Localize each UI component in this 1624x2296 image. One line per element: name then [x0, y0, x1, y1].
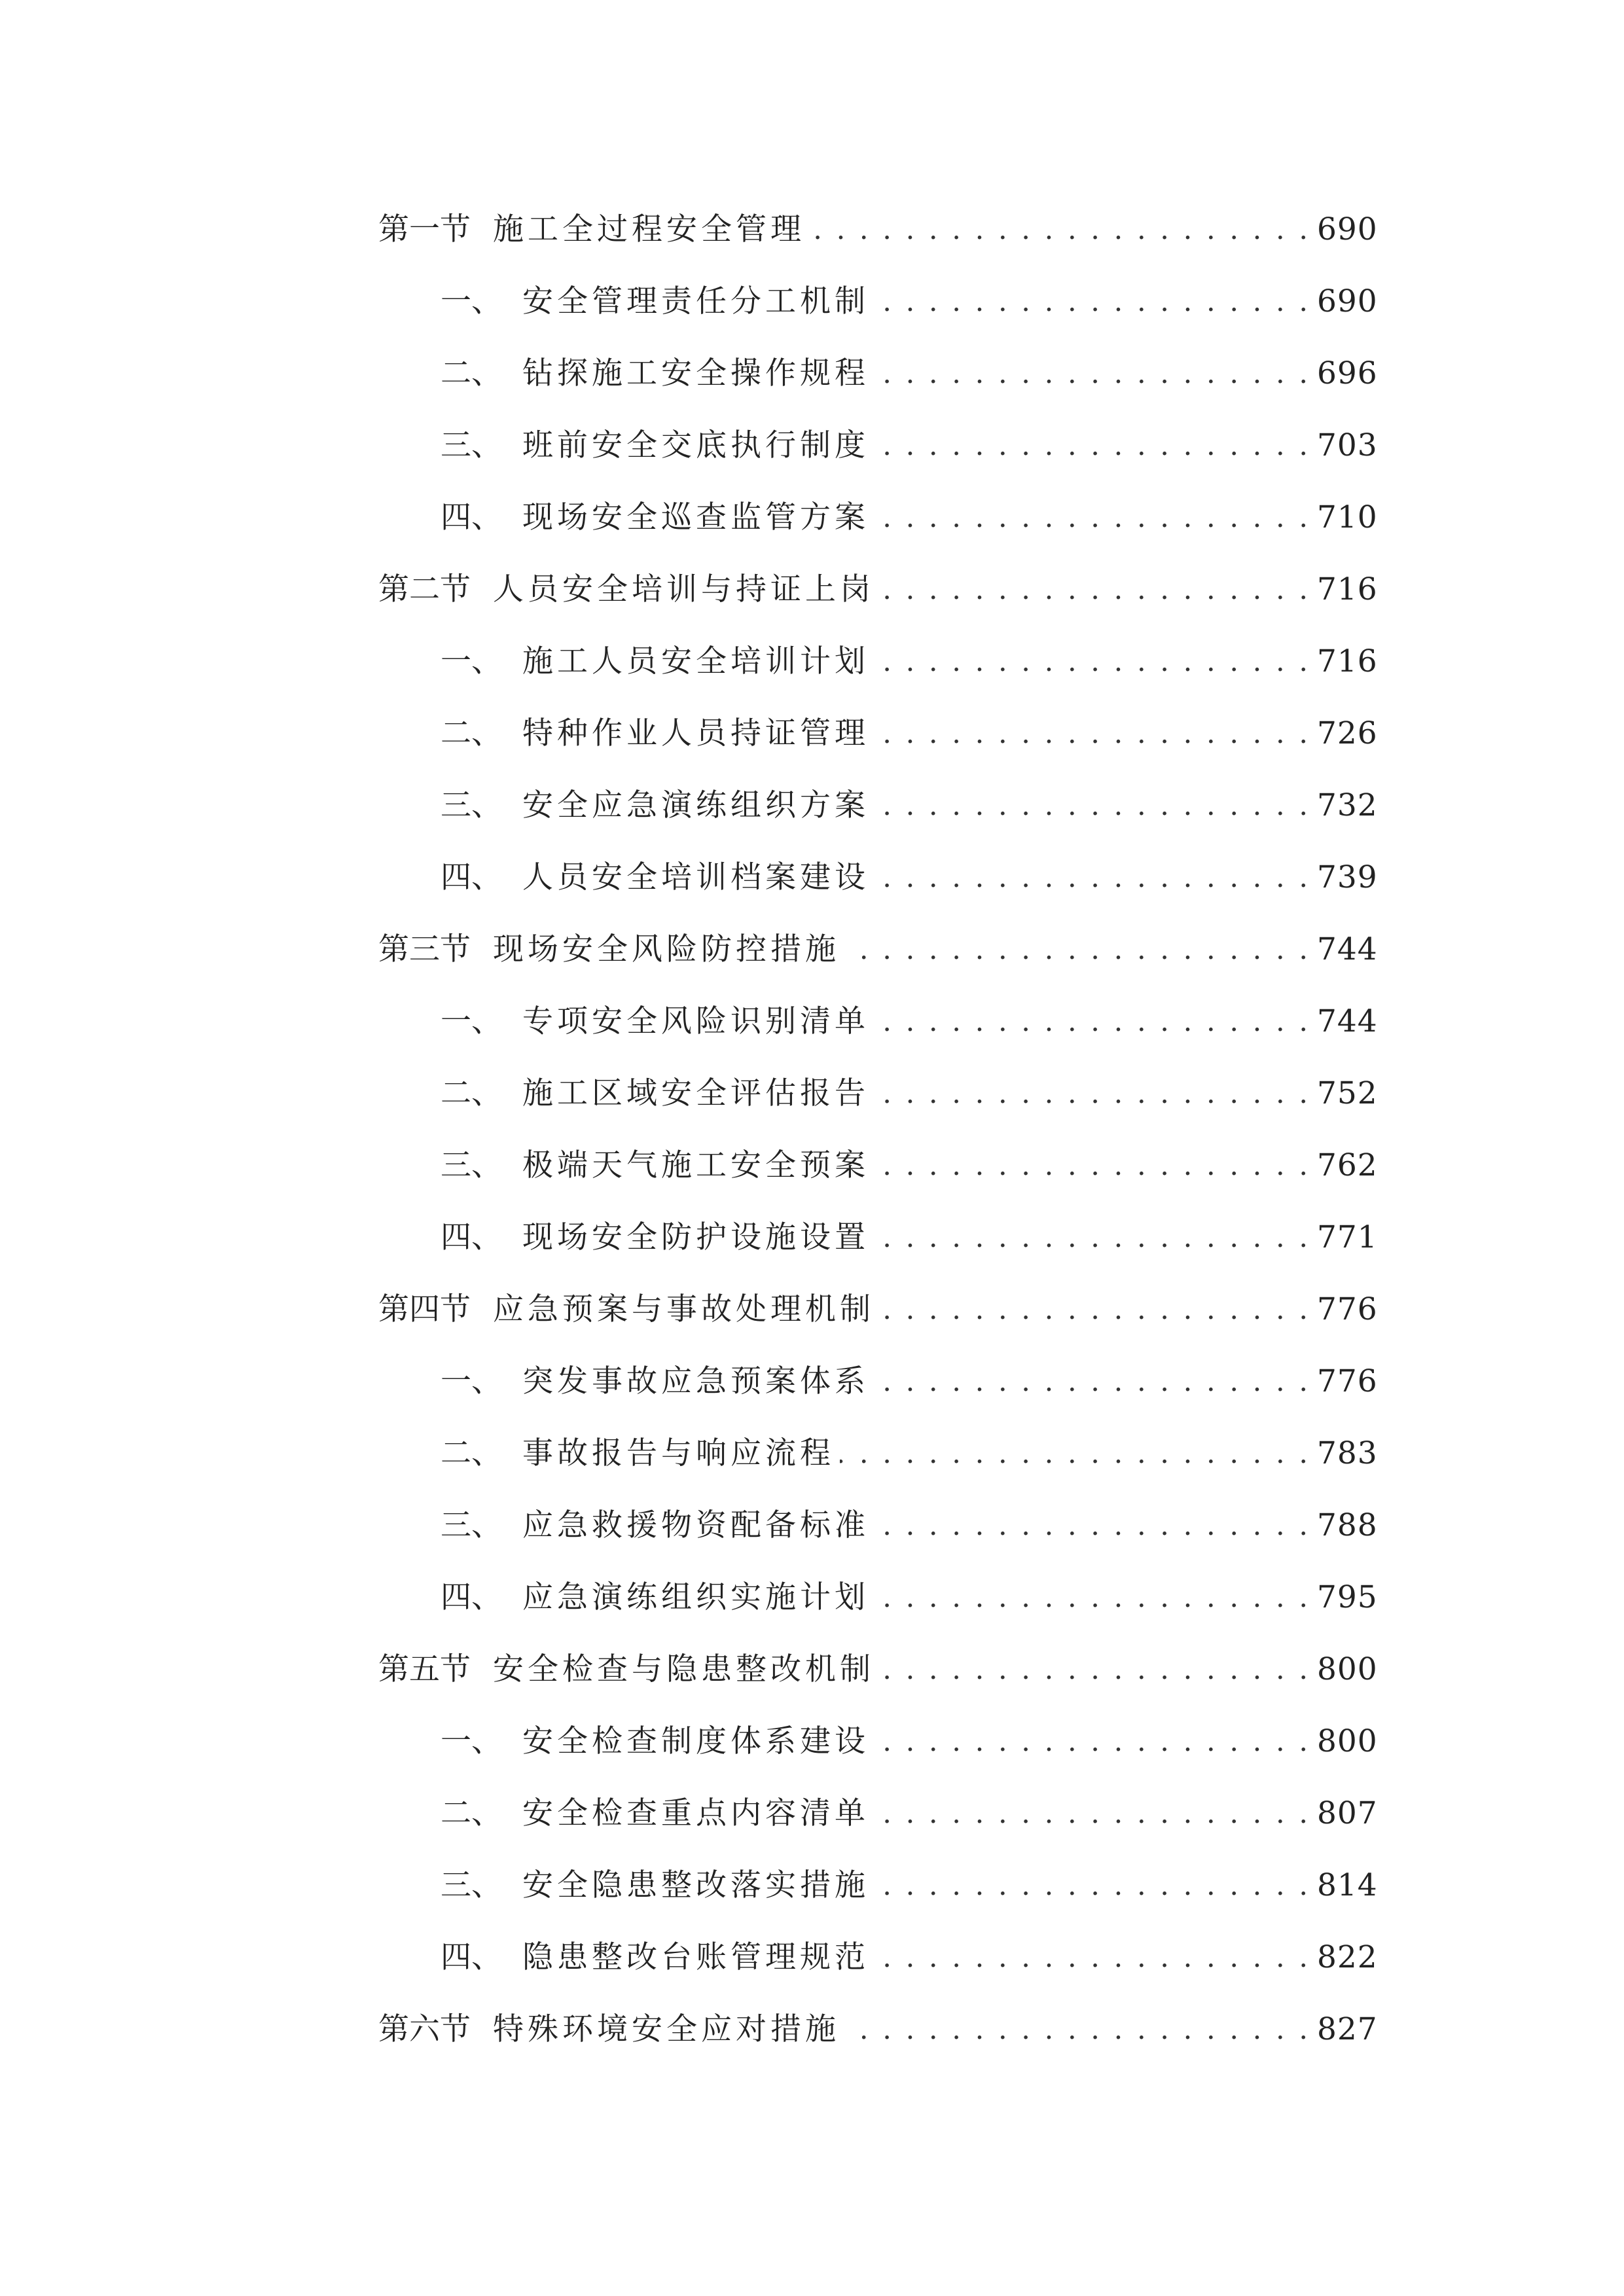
toc-entry-number: 二、 [441, 715, 502, 751]
toc-entry-number: 一、 [441, 643, 502, 679]
dot-leader [845, 930, 1310, 969]
toc-entry-title: 钻探施工安全操作规程 [522, 355, 869, 391]
toc-entry-section[interactable] [378, 1274, 1378, 1346]
toc-entry-page: 814 [1317, 1867, 1378, 1903]
dot-leader [875, 1506, 1310, 1545]
toc-entry-page: 788 [1317, 1507, 1378, 1543]
toc-entry-number: 第五节 [378, 1651, 471, 1687]
toc-entry-number: 三、 [441, 1507, 502, 1543]
toc-entry-number: 三、 [441, 427, 502, 463]
toc-entry-page: 726 [1317, 715, 1378, 751]
toc-entry-title: 施工人员安全培训计划 [522, 643, 869, 679]
toc-entry-subsection[interactable] [378, 698, 1378, 770]
toc-entry-subsection[interactable] [378, 1850, 1378, 1922]
toc-entry-number: 一、 [441, 283, 502, 319]
toc-entry-title: 安全检查与隐患整改机制 [493, 1651, 875, 1687]
toc-entry-number: 二、 [441, 1435, 502, 1471]
toc-entry-title: 现场安全防护设施设置 [522, 1219, 869, 1255]
toc-entry-subsection[interactable] [378, 1202, 1378, 1274]
toc-entry-subsection[interactable] [378, 1130, 1378, 1202]
toc-entry-number: 四、 [441, 1939, 502, 1975]
toc-entry-page: 800 [1317, 1651, 1378, 1687]
toc-entry-page: 696 [1317, 355, 1378, 391]
toc-entry-page: 822 [1317, 1939, 1378, 1975]
dot-leader [845, 2010, 1310, 2049]
toc-entry-subsection[interactable] [378, 1490, 1378, 1562]
toc-entry-subsection[interactable] [378, 626, 1378, 698]
toc-entry-number: 二、 [441, 355, 502, 391]
toc-entry-title: 班前安全交底执行制度 [522, 427, 869, 463]
dot-leader [875, 1218, 1310, 1257]
toc-entry-number: 四、 [441, 1579, 502, 1615]
toc-entry-title: 人员安全培训与持证上岗 [493, 571, 875, 607]
toc-entry-page: 710 [1317, 499, 1378, 535]
toc-entry-page: 703 [1317, 427, 1378, 463]
toc-entry-number: 三、 [441, 787, 502, 823]
toc-entry-number: 三、 [441, 1867, 502, 1903]
dot-leader [875, 1002, 1310, 1041]
toc-entry-page: 744 [1317, 1003, 1378, 1039]
dot-leader [875, 1074, 1310, 1113]
toc-entry-title: 特殊环境安全应对措施 [493, 2011, 840, 2047]
toc-entry-subsection[interactable] [378, 1418, 1378, 1490]
toc-entry-number: 一、 [441, 1723, 502, 1759]
toc-entry-page: 716 [1317, 643, 1378, 679]
toc-entry-number: 二、 [441, 1075, 502, 1111]
toc-entry-page: 800 [1317, 1723, 1378, 1759]
toc-entry-page: 783 [1317, 1435, 1378, 1471]
dot-leader [840, 1434, 1310, 1473]
toc-entry-subsection[interactable] [378, 1778, 1378, 1850]
toc-entry-title: 事故报告与响应流程 [522, 1435, 835, 1471]
dot-leader [880, 1290, 1310, 1329]
toc-entry-number: 二、 [441, 1795, 502, 1831]
toc-entry-number: 第四节 [378, 1291, 471, 1327]
toc-entry-title: 突发事故应急预案体系 [522, 1363, 869, 1399]
toc-entry-number: 四、 [441, 1219, 502, 1255]
toc-entry-page: 690 [1317, 211, 1378, 247]
dot-leader [875, 714, 1310, 753]
toc-entry-title: 安全管理责任分工机制 [522, 283, 869, 319]
toc-entry-number: 四、 [441, 499, 502, 535]
toc-entry-number: 第一节 [378, 211, 471, 247]
toc-entry-title: 隐患整改台账管理规范 [522, 1939, 869, 1975]
toc-entry-number: 第三节 [378, 931, 471, 967]
toc-entry-number: 第二节 [378, 571, 471, 607]
toc-entry-number: 一、 [441, 1363, 502, 1399]
toc-entry-number: 第六节 [378, 2011, 471, 2047]
toc-entry-subsection[interactable] [378, 266, 1378, 338]
toc-entry-page: 752 [1317, 1075, 1378, 1111]
toc-entry-subsection[interactable] [378, 1346, 1378, 1418]
table-of-contents [378, 194, 1378, 2066]
toc-entry-title: 安全检查制度体系建设 [522, 1723, 869, 1759]
toc-entry-title: 现场安全巡查监管方案 [522, 499, 869, 535]
dot-leader [880, 570, 1310, 609]
toc-entry-page: 762 [1317, 1147, 1378, 1183]
toc-entry-section[interactable] [378, 1994, 1378, 2066]
toc-entry-title: 安全检查重点内容清单 [522, 1795, 869, 1831]
toc-entry-title: 应急预案与事故处理机制 [493, 1291, 875, 1327]
toc-entry-title: 现场安全风险防控措施 [493, 931, 840, 967]
toc-entry-title: 安全隐患整改落实措施 [522, 1867, 869, 1903]
toc-entry-title: 应急救援物资配备标准 [522, 1507, 869, 1543]
dot-leader [875, 1866, 1310, 1905]
dot-leader [875, 426, 1310, 465]
dot-leader [875, 1578, 1310, 1617]
toc-entry-section[interactable] [378, 194, 1378, 266]
toc-entry-title: 特种作业人员持证管理 [522, 715, 869, 751]
toc-entry-page: 739 [1317, 859, 1378, 895]
toc-entry-subsection[interactable] [378, 1562, 1378, 1634]
toc-entry-subsection[interactable] [378, 1706, 1378, 1778]
toc-entry-title: 施工区域安全评估报告 [522, 1075, 869, 1111]
dot-leader [875, 858, 1310, 897]
dot-leader [875, 1362, 1310, 1401]
toc-entry-title: 应急演练组织实施计划 [522, 1579, 869, 1615]
toc-entry-title: 安全应急演练组织方案 [522, 787, 869, 823]
toc-entry-subsection[interactable] [378, 842, 1378, 914]
toc-entry-title: 施工全过程安全管理 [493, 211, 805, 247]
toc-entry-section[interactable] [378, 554, 1378, 626]
toc-entry-section[interactable] [378, 1634, 1378, 1706]
toc-entry-subsection[interactable] [378, 338, 1378, 410]
toc-entry-section[interactable] [378, 914, 1378, 986]
toc-entry-subsection[interactable] [378, 1922, 1378, 1994]
toc-entry-number: 四、 [441, 859, 502, 895]
toc-entry-page: 744 [1317, 931, 1378, 967]
toc-entry-page: 771 [1317, 1219, 1378, 1255]
toc-entry-subsection[interactable] [378, 482, 1378, 554]
toc-entry-title: 专项安全风险识别清单 [522, 1003, 869, 1039]
toc-entry-page: 716 [1317, 571, 1378, 607]
dot-leader [810, 210, 1310, 249]
toc-entry-subsection[interactable] [378, 410, 1378, 482]
toc-entry-subsection[interactable] [378, 770, 1378, 842]
dot-leader [875, 1938, 1310, 1977]
toc-entry-title: 极端天气施工安全预案 [522, 1147, 869, 1183]
toc-entry-page: 795 [1317, 1579, 1378, 1615]
dot-leader [875, 498, 1310, 537]
toc-entry-title: 人员安全培训档案建设 [522, 859, 869, 895]
toc-entry-page: 776 [1317, 1291, 1378, 1327]
dot-leader [880, 1650, 1310, 1689]
toc-entry-number: 一、 [441, 1003, 502, 1039]
dot-leader [875, 786, 1310, 825]
dot-leader [875, 1146, 1310, 1185]
toc-entry-page: 827 [1317, 2011, 1378, 2047]
toc-entry-page: 807 [1317, 1795, 1378, 1831]
dot-leader [875, 642, 1310, 681]
toc-entry-page: 732 [1317, 787, 1378, 823]
dot-leader [875, 282, 1310, 321]
dot-leader [875, 354, 1310, 393]
toc-entry-page: 690 [1317, 283, 1378, 319]
dot-leader [875, 1794, 1310, 1833]
toc-entry-subsection[interactable] [378, 986, 1378, 1058]
toc-entry-subsection[interactable] [378, 1058, 1378, 1130]
toc-entry-page: 776 [1317, 1363, 1378, 1399]
toc-entry-number: 三、 [441, 1147, 502, 1183]
dot-leader [875, 1722, 1310, 1761]
